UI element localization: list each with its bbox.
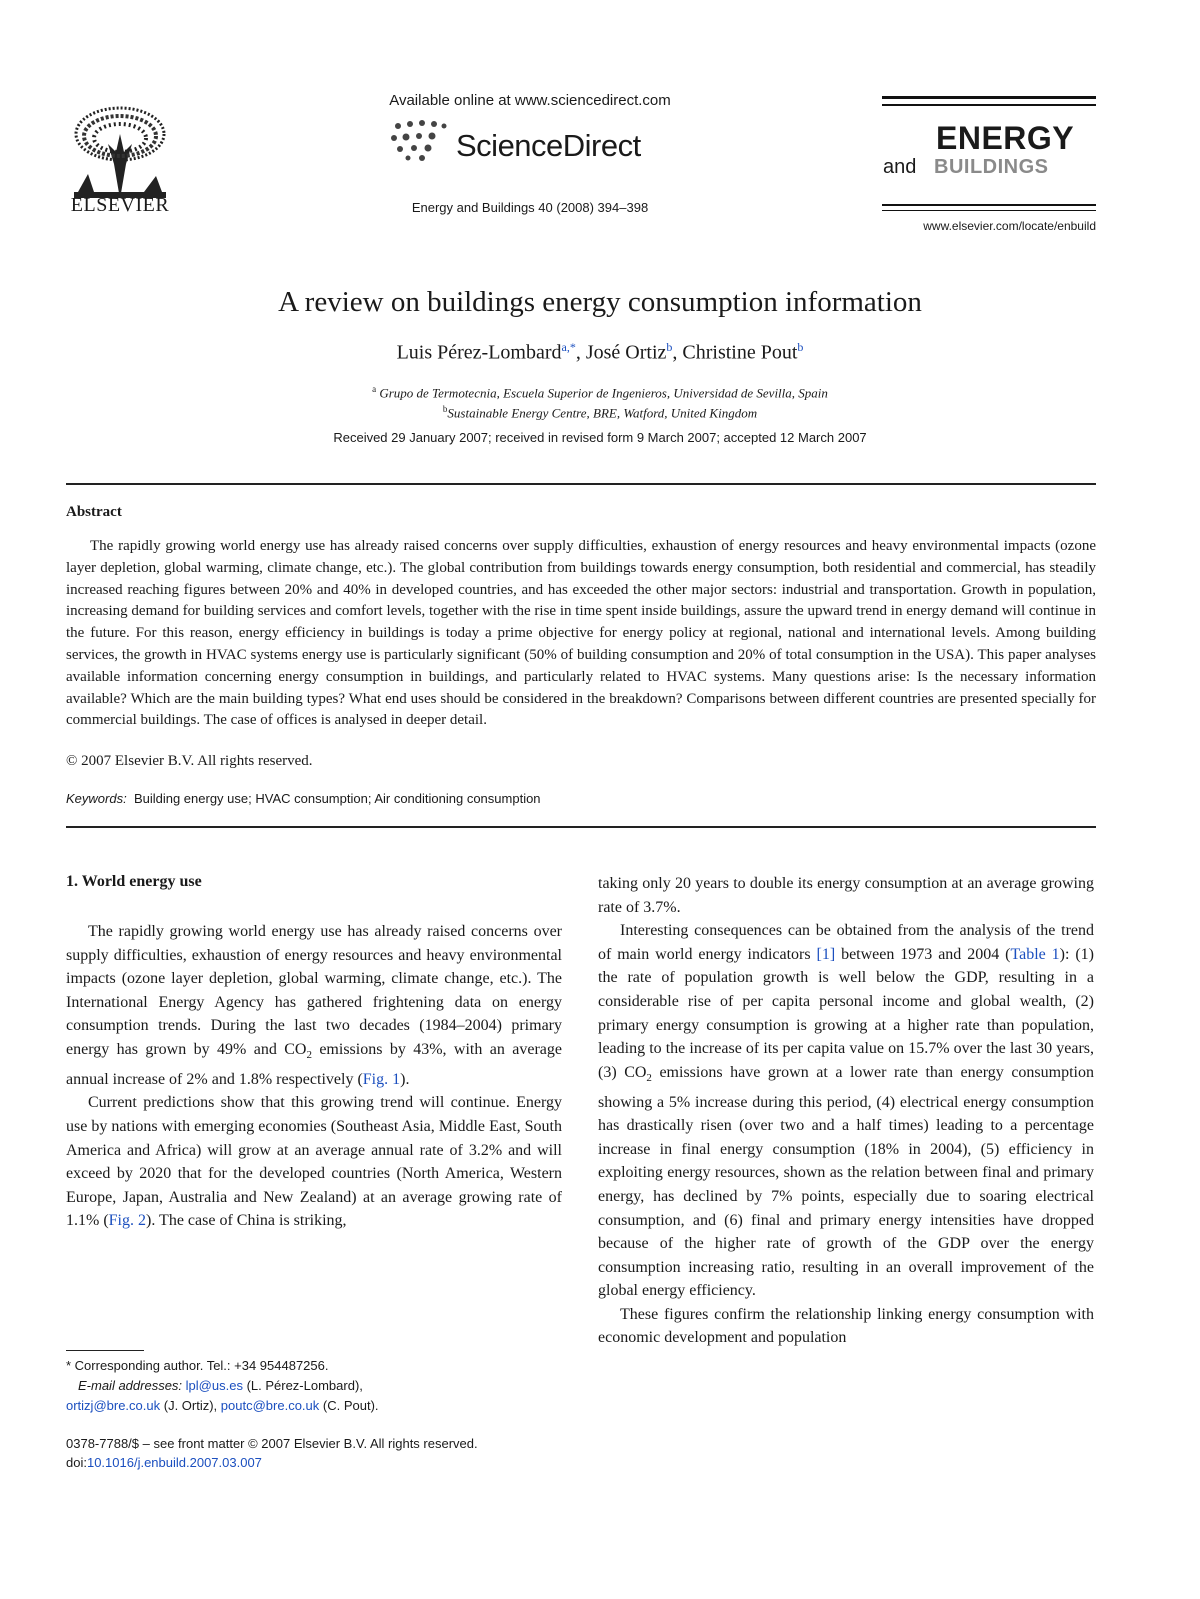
affiliation-a: $^a$ Grupo de Termotecnia, Escuela Superior de Ingenieros, Universidad de Sevilla, Spain bbox=[372, 384, 828, 401]
affiliation-b: $^b$Sustainable Energy Centre, BRE, Watford, United Kingdom bbox=[442, 404, 758, 421]
paragraph: The rapidly growing world energy use has already raised concerns over supply difficulties, exhaustion of energy resources and heavy environmental impacts (ozone layer depletion, global warming, climate change, etc.). The International Energy Agency has gathered frightening data on energy consumption trends. During the last two decades (1984–2004) primary energy has grown by 49% and $CO_2$ emissions by 43%, with an average annual increase of 2% and 1.8% respectively (Fig. 1). bbox=[66, 923, 562, 1088]
publisher-name: ELSEVIER bbox=[70, 194, 170, 216]
left-column bbox=[66, 920, 562, 1233]
paragraph: taking only 20 years to double its energy consumption at an average growing rate of 3.7%. bbox=[598, 875, 1094, 916]
paragraph: Interesting consequences can be obtained from the analysis of the trend of main world energy indicators [1] between 1973 and 2004 (Table 1): (1) the rate of population growth is well below the GDP, resulting in a considerable rise of per capita personal income and global wealth, (2) primary energy consumption is growing at a higher rate than population, leading to the increase of its per capita value on 15.7% over the last 30 years, (3) $CO_2$ emissions have grown at a lower rate than energy consumption showing a 5% increase during this period, (4) electrical energy consumption has drastically risen (over two and a half times) leading to a percentage increase in final energy consumption (18% in 2004), (5) efficiency in exploiting energy resources, shown as the relation between final and primary energy, has declined by 7% points, especially due to soaring electrical consumption, and (6) final and primary energy intensities have dropped because of the higher rate of growth of the GDP over the energy consumption increasing ratio, resulting in an overall improvement of the global energy efficiency. bbox=[598, 922, 1094, 1300]
keywords bbox=[66, 791, 541, 806]
corresponding-author-note: * Corresponding author. Tel.: +34 954487256. bbox=[66, 1358, 329, 1373]
paragraph: Current predictions show that this growing trend will continue. Energy use by nations with emerging economies (Southeast Asia, Middle East, South America and Africa) will grow at an average annual rate of 3.2% and will exceed by 2020 that for the developed countries (North America, Western Europe, Japan, Australia and New Zealand) at an average growing rate of 1.1% (Fig. 2). The case of China is striking, bbox=[66, 1094, 562, 1230]
journal-url-link[interactable]: www.elsevier.com/locate/enbuild bbox=[923, 219, 1096, 233]
reference-link[interactable]: [1] bbox=[816, 945, 836, 963]
author-affiliation-link[interactable]: b bbox=[666, 340, 673, 354]
received-dates: Received 29 January 2007; received in revised form 9 March 2007; accepted 12 March 2007 bbox=[333, 430, 867, 445]
sciencedirect-wordmark: ScienceDirect bbox=[456, 128, 641, 163]
footnote-rule bbox=[66, 1350, 144, 1351]
article-title: A review on buildings energy consumption information bbox=[278, 286, 922, 318]
email-link[interactable]: lpl@us.es bbox=[185, 1378, 243, 1393]
abstract-heading: Abstract bbox=[66, 504, 122, 520]
author-affiliation-link[interactable]: b bbox=[797, 340, 804, 354]
journal-reference: Energy and Buildings 40 (2008) 394–398 bbox=[411, 200, 649, 215]
journal-bottom-rule bbox=[882, 204, 1096, 206]
email-link[interactable]: ortizj@bre.co.uk bbox=[66, 1398, 161, 1413]
author-name: José Ortiz bbox=[585, 341, 667, 364]
author-name: Luis Pérez-Lombard bbox=[396, 341, 562, 364]
keywords-list: Building energy use; HVAC consumption; Air conditioning consumption bbox=[133, 791, 541, 806]
journal-bottom-rule-2 bbox=[882, 210, 1096, 211]
author-list: Luis Pérez-Lombard$^{a,*}$, José Ortiz$^b$, Christine Pout$^b$ bbox=[396, 340, 804, 364]
issn-line: 0378-7788/$ – see front matter © 2007 Elsevier B.V. All rights reserved. bbox=[66, 1436, 478, 1451]
available-online-text: Available online at www.sciencedirect.com bbox=[389, 92, 671, 109]
journal-top-rule-2 bbox=[882, 104, 1096, 106]
abstract-body: The rapidly growing world energy use has already raised concerns over supply difficulties, exhaustion of energy resources and heavy environmental impacts (ozone layer depletion, global warming, climate change, etc.). The global contribution from buildings towards energy consumption, both residential and commercial, has steadily increased reaching figures between 20% and 40% in developed countries, and has exceeded the other major sectors: industrial and transportation. Growth in population, increasing demand for building services and comfort levels, together with the rise in time spent inside buildings, assure the upward trend in energy demand will continue in the future. For this reason, energy efficiency in buildings is today a prime objective for energy policy at regional, national and international levels. Among building services, the growth in HVAC systems energy use is particularly significant (50% of building consumption and 20% of total consumption in the USA). This paper analyses available information concerning energy consumption in buildings, and particularly related to HVAC systems. Many questions arise: Is the necessary information available? Which are the main building types? What end uses should be considered in the breakdown? Comparisons between different countries are presented specially for commercial buildings. The case of offices is analysed in deeper detail. bbox=[66, 538, 1096, 729]
email-line: E-mail addresses: lpl@us.es (L. Pérez-Lombard), bbox=[78, 1378, 363, 1393]
journal-title-energy: ENERGY bbox=[936, 120, 1075, 156]
sciencedirect-dots-icon bbox=[388, 118, 450, 162]
figure-link[interactable]: Fig. 2 bbox=[108, 1212, 146, 1230]
abstract-copyright: © 2007 Elsevier B.V. All rights reserved. bbox=[66, 753, 313, 769]
journal-top-rule bbox=[882, 96, 1096, 99]
abstract-top-rule bbox=[66, 483, 1096, 485]
author-name: Christine Pout bbox=[682, 341, 798, 364]
figure-link[interactable]: Fig. 1 bbox=[362, 1070, 401, 1088]
paragraph: These figures confirm the relationship linking energy consumption with economic development and population bbox=[598, 1305, 1094, 1347]
journal-title-and: and bbox=[883, 156, 917, 178]
journal-title-buildings: BUILDINGS bbox=[934, 156, 1049, 178]
abstract-bottom-rule bbox=[66, 826, 1096, 828]
section-heading: 1. World energy use bbox=[66, 873, 202, 890]
author-affiliation-link[interactable]: a,* bbox=[561, 340, 576, 354]
keywords-label: Keywords: bbox=[66, 791, 127, 806]
right-column bbox=[598, 872, 1094, 1350]
email-link[interactable]: poutc@bre.co.uk bbox=[220, 1398, 320, 1413]
table-link[interactable]: Table 1 bbox=[1010, 945, 1060, 963]
email-line-2: ortizj@bre.co.uk (J. Ortiz), poutc@bre.co.uk (C. Pout). bbox=[66, 1398, 379, 1413]
doi-line: doi:10.1016/j.enbuild.2007.03.007 bbox=[66, 1455, 262, 1470]
doi-link[interactable]: 10.1016/j.enbuild.2007.03.007 bbox=[86, 1455, 262, 1470]
